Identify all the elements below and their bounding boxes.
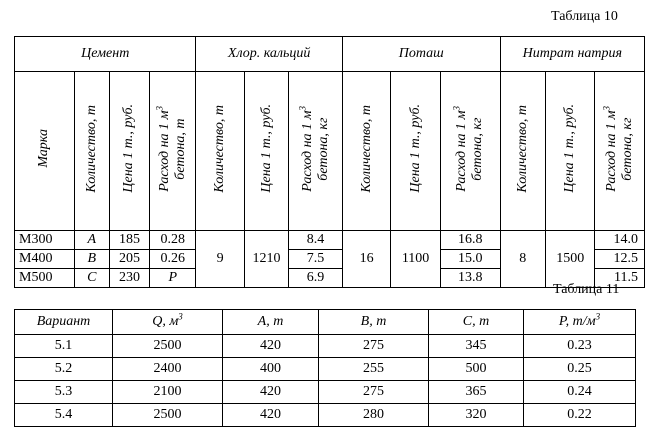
- cell-potash-usage: 16.8: [440, 231, 500, 250]
- header-potash-usage: Расход на 1 $м^3$ бетона, кг: [440, 72, 500, 231]
- cell-nitrate-usage: 12.5: [595, 250, 645, 269]
- cell-c: 345: [429, 335, 524, 358]
- cell-cement-qty: C: [74, 269, 109, 288]
- cell-nitrate-usage: 11.5: [595, 269, 645, 288]
- cell-cacl-price: 1210: [244, 231, 288, 288]
- cell-potash-price: 1100: [391, 231, 440, 288]
- cell-nitrate-usage: 14.0: [595, 231, 645, 250]
- cell-b: 280: [319, 404, 429, 427]
- group-header-sodium-nitrate: Нитрат натрия: [500, 37, 644, 72]
- cell-q: 2500: [113, 404, 223, 427]
- header-cement-qty: Количество, т: [74, 72, 109, 231]
- header-cacl-usage: Расход на 1 $м^3$ бетона, кг: [289, 72, 343, 231]
- cell-potash-usage: 15.0: [440, 250, 500, 269]
- cell-cement-usage: P: [150, 269, 196, 288]
- cell-cement-usage: 0.28: [150, 231, 196, 250]
- cell-cacl-usage: 6.9: [289, 269, 343, 288]
- cell-potash-usage: 13.8: [440, 269, 500, 288]
- cell-c: 500: [429, 358, 524, 381]
- header-mark: Марка: [15, 72, 75, 231]
- group-header-cement: Цемент: [15, 37, 196, 72]
- cell-cement-qty: A: [74, 231, 109, 250]
- cell-q: 2100: [113, 381, 223, 404]
- cell-nitrate-qty: 8: [500, 231, 545, 288]
- header-nitrate-qty: Количество, т: [500, 72, 545, 231]
- cell-b: 275: [319, 381, 429, 404]
- cell-cement-qty: B: [74, 250, 109, 269]
- header-cacl-price: Цена 1 т., руб.: [244, 72, 288, 231]
- cell-a: 420: [223, 404, 319, 427]
- table10: [14, 36, 645, 288]
- table11: [14, 309, 636, 427]
- group-header-calcium-chloride: Хлор. кальций: [196, 37, 342, 72]
- cell-variant: 5.1: [15, 335, 113, 358]
- header-c: C, т: [429, 310, 524, 335]
- cell-p: 0.22: [524, 404, 636, 427]
- cell-c: 365: [429, 381, 524, 404]
- cell-cacl-qty: 9: [196, 231, 244, 288]
- header-potash-qty: Количество, т: [342, 72, 390, 231]
- cell-variant: 5.4: [15, 404, 113, 427]
- cell-q: 2400: [113, 358, 223, 381]
- cell-mark: М400: [15, 250, 75, 269]
- cell-cement-usage: 0.26: [150, 250, 196, 269]
- header-cement-usage: Расход на 1 $м^3$ бетона, т: [150, 72, 196, 231]
- cell-mark: М500: [15, 269, 75, 288]
- header-potash-price: Цена 1 т., руб.: [391, 72, 440, 231]
- header-cacl-qty: Количество, т: [196, 72, 244, 231]
- cell-mark: М300: [15, 231, 75, 250]
- cell-a: 400: [223, 358, 319, 381]
- table-row: [15, 358, 636, 381]
- cell-p: 0.25: [524, 358, 636, 381]
- header-variant: Вариант: [15, 310, 113, 335]
- cell-c: 320: [429, 404, 524, 427]
- cell-cement-price: 230: [109, 269, 149, 288]
- table-row: [15, 231, 645, 250]
- table-row: [15, 381, 636, 404]
- table-row: [15, 404, 636, 427]
- cell-potash-qty: 16: [342, 231, 390, 288]
- cell-b: 275: [319, 335, 429, 358]
- group-header-potash: Поташ: [342, 37, 500, 72]
- header-nitrate-price: Цена 1 т., руб.: [545, 72, 594, 231]
- cell-variant: 5.2: [15, 358, 113, 381]
- cell-b: 255: [319, 358, 429, 381]
- cell-p: 0.24: [524, 381, 636, 404]
- header-q: Q, $м^3$: [113, 310, 223, 335]
- cell-a: 420: [223, 381, 319, 404]
- cell-nitrate-price: 1500: [545, 231, 594, 288]
- header-b: B, т: [319, 310, 429, 335]
- header-cement-price: Цена 1 т., руб.: [109, 72, 149, 231]
- cell-cacl-usage: 8.4: [289, 231, 343, 250]
- table-row: [15, 335, 636, 358]
- table11-caption: Таблица 11: [553, 282, 620, 297]
- cell-p: 0.23: [524, 335, 636, 358]
- cell-variant: 5.3: [15, 381, 113, 404]
- cell-cement-price: 205: [109, 250, 149, 269]
- header-nitrate-usage: Расход на 1 $м^3$ бетона, кг: [595, 72, 645, 231]
- header-p: P, $т/м^3$: [524, 310, 636, 335]
- cell-cement-price: 185: [109, 231, 149, 250]
- cell-a: 420: [223, 335, 319, 358]
- table10-caption: Таблица 10: [551, 9, 618, 24]
- header-a: A, т: [223, 310, 319, 335]
- cell-cacl-usage: 7.5: [289, 250, 343, 269]
- cell-q: 2500: [113, 335, 223, 358]
